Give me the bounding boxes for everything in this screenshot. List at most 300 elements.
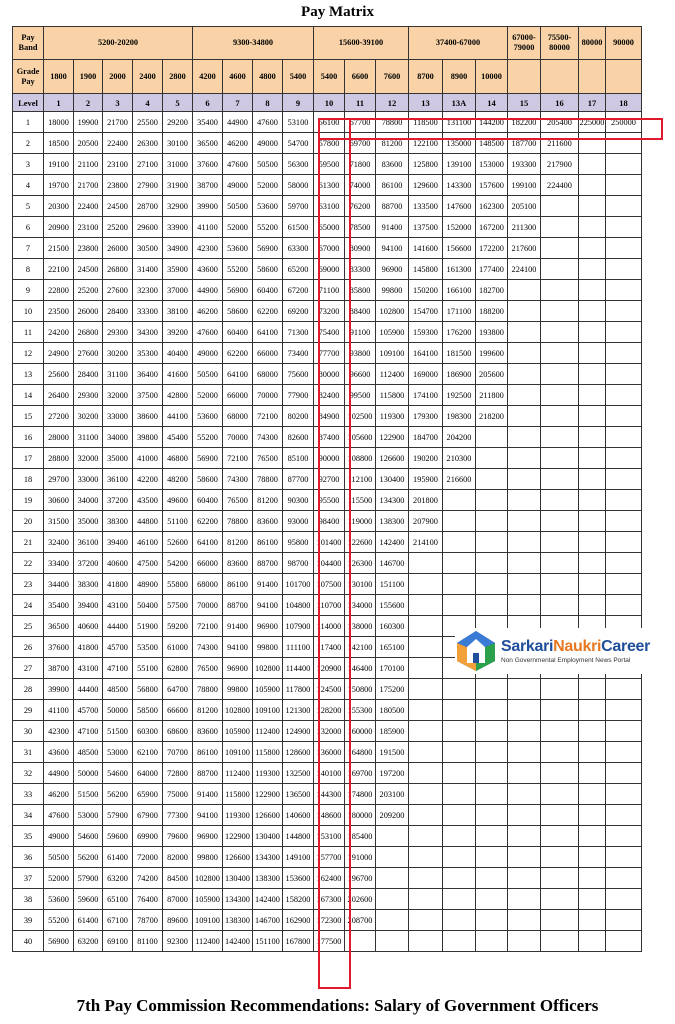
pay-cell: 102800 xyxy=(193,868,223,889)
pay-cell: 142400 xyxy=(253,889,283,910)
pay-cell: 37200 xyxy=(74,553,103,574)
pay-cell: 112400 xyxy=(193,931,223,952)
pay-cell xyxy=(508,784,541,805)
pay-cell: 50500 xyxy=(193,364,223,385)
pay-cell: 96900 xyxy=(193,826,223,847)
grade-pay-cell: 8900 xyxy=(443,60,476,94)
pay-cell: 158200 xyxy=(283,889,314,910)
pay-cell xyxy=(579,679,606,700)
pay-cell: 36500 xyxy=(193,133,223,154)
pay-cell: 177400 xyxy=(476,259,508,280)
pay-cell: 21500 xyxy=(44,238,74,259)
pay-cell xyxy=(476,721,508,742)
pay-cell: 87000 xyxy=(163,889,193,910)
pay-cell xyxy=(476,910,508,931)
pay-cell: 87400 xyxy=(314,427,345,448)
grade-pay-cell: 4800 xyxy=(253,60,283,94)
pay-cell xyxy=(443,763,476,784)
pay-cell: 78800 xyxy=(253,469,283,490)
pay-band-cell: 37400-67000 xyxy=(409,27,508,60)
pay-cell: 36500 xyxy=(44,616,74,637)
pay-cell xyxy=(476,553,508,574)
pay-cell: 37000 xyxy=(163,280,193,301)
pay-cell: 136000 xyxy=(314,742,345,763)
pay-cell: 53000 xyxy=(74,805,103,826)
pay-cell: 29300 xyxy=(74,385,103,406)
pay-cell: 137500 xyxy=(409,217,443,238)
pay-cell: 130400 xyxy=(223,868,253,889)
pay-cell: 31100 xyxy=(74,427,103,448)
pay-cell: 81200 xyxy=(193,700,223,721)
pay-cell: 33400 xyxy=(44,553,74,574)
pay-cell xyxy=(541,910,579,931)
pay-cell xyxy=(606,931,642,952)
pay-cell: 167300 xyxy=(314,889,345,910)
pay-cell: 134300 xyxy=(253,847,283,868)
pay-cell: 125800 xyxy=(409,154,443,175)
pay-cell: 154700 xyxy=(409,301,443,322)
pay-cell xyxy=(579,826,606,847)
pay-cell: 82600 xyxy=(283,427,314,448)
pay-cell: 117800 xyxy=(283,679,314,700)
pay-cell: 66000 xyxy=(193,553,223,574)
pay-cell xyxy=(541,574,579,595)
pay-cell: 47500 xyxy=(133,553,163,574)
pay-cell: 50500 xyxy=(253,154,283,175)
pay-cell xyxy=(508,406,541,427)
pay-cell xyxy=(476,763,508,784)
pay-cell: 142400 xyxy=(223,931,253,952)
table-row xyxy=(13,406,642,427)
pay-cell: 29200 xyxy=(163,112,193,133)
pay-cell xyxy=(508,889,541,910)
pay-cell: 50000 xyxy=(74,763,103,784)
pay-cell: 180500 xyxy=(376,700,409,721)
pay-cell: 52000 xyxy=(44,868,74,889)
pay-cell xyxy=(541,427,579,448)
level-label: Level xyxy=(13,94,44,112)
pay-cell: 193300 xyxy=(508,154,541,175)
table-row xyxy=(13,931,642,952)
pay-cell: 96600 xyxy=(345,364,376,385)
pay-cell: 32000 xyxy=(74,448,103,469)
pay-cell xyxy=(606,679,642,700)
pay-cell xyxy=(508,910,541,931)
pay-cell: 56300 xyxy=(283,154,314,175)
pay-cell: 153100 xyxy=(314,826,345,847)
pay-cell xyxy=(443,742,476,763)
pay-cell: 83600 xyxy=(223,553,253,574)
pay-cell: 31900 xyxy=(163,175,193,196)
pay-cell: 117400 xyxy=(314,637,345,658)
pay-cell: 62200 xyxy=(253,301,283,322)
pay-cell: 138300 xyxy=(376,511,409,532)
pay-cell: 83600 xyxy=(193,721,223,742)
pay-cell xyxy=(579,280,606,301)
pay-cell: 61400 xyxy=(103,847,133,868)
pay-cell: 51500 xyxy=(103,721,133,742)
pay-cell: 81200 xyxy=(376,133,409,154)
pay-cell: 94100 xyxy=(223,637,253,658)
pay-cell: 111100 xyxy=(283,637,314,658)
pay-cell: 58600 xyxy=(193,469,223,490)
pay-cell: 70700 xyxy=(163,742,193,763)
pay-cell: 147600 xyxy=(443,196,476,217)
pay-cell: 76200 xyxy=(345,196,376,217)
pay-cell: 207900 xyxy=(409,511,443,532)
pay-cell: 50000 xyxy=(103,700,133,721)
pay-cell xyxy=(476,784,508,805)
pay-cell: 104400 xyxy=(314,553,345,574)
pay-cell: 62200 xyxy=(223,343,253,364)
pay-cell: 39900 xyxy=(44,679,74,700)
pay-cell: 42300 xyxy=(44,721,74,742)
pay-cell: 61000 xyxy=(163,637,193,658)
pay-cell: 82400 xyxy=(314,385,345,406)
pay-cell xyxy=(579,805,606,826)
stage-index-cell: 28 xyxy=(13,679,44,700)
pay-cell: 32000 xyxy=(103,385,133,406)
pay-cell: 94100 xyxy=(193,805,223,826)
pay-cell xyxy=(443,511,476,532)
pay-cell: 91400 xyxy=(376,217,409,238)
pay-cell xyxy=(606,217,642,238)
pay-cell: 41100 xyxy=(193,217,223,238)
pay-cell: 78800 xyxy=(376,112,409,133)
pay-cell: 37600 xyxy=(44,637,74,658)
level-header-cell: 15 xyxy=(508,94,541,112)
pay-cell xyxy=(508,511,541,532)
pay-cell: 33900 xyxy=(163,217,193,238)
pay-cell xyxy=(606,469,642,490)
pay-cell: 190200 xyxy=(409,448,443,469)
pay-cell: 102500 xyxy=(345,406,376,427)
pay-cell: 90000 xyxy=(314,448,345,469)
pay-cell: 199600 xyxy=(476,343,508,364)
pay-cell xyxy=(541,196,579,217)
pay-cell xyxy=(409,679,443,700)
pay-cell: 52600 xyxy=(163,532,193,553)
pay-cell: 72100 xyxy=(223,448,253,469)
pay-cell xyxy=(579,595,606,616)
pay-cell: 177500 xyxy=(314,931,345,952)
stage-index-cell: 10 xyxy=(13,301,44,322)
table-row xyxy=(13,133,642,154)
pay-cell xyxy=(606,910,642,931)
pay-cell: 34400 xyxy=(44,574,74,595)
pay-cell xyxy=(606,406,642,427)
grade-pay-cell: 5400 xyxy=(283,60,314,94)
pay-cell xyxy=(443,805,476,826)
pay-cell xyxy=(606,238,642,259)
pay-cell xyxy=(541,826,579,847)
pay-cell: 83300 xyxy=(345,259,376,280)
pay-cell: 52000 xyxy=(223,217,253,238)
stage-index-cell: 11 xyxy=(13,322,44,343)
pay-cell xyxy=(443,490,476,511)
pay-cell: 38300 xyxy=(74,574,103,595)
pay-cell: 87700 xyxy=(283,469,314,490)
level-header-cell: 4 xyxy=(133,94,163,112)
pay-cell: 88700 xyxy=(376,196,409,217)
pay-cell: 37500 xyxy=(133,385,163,406)
pay-cell: 84500 xyxy=(163,868,193,889)
pay-cell: 99800 xyxy=(223,679,253,700)
pay-cell: 24200 xyxy=(44,322,74,343)
pay-cell: 138300 xyxy=(253,868,283,889)
stage-index-cell: 5 xyxy=(13,196,44,217)
pay-cell: 59500 xyxy=(314,154,345,175)
pay-cell: 138300 xyxy=(223,910,253,931)
pay-cell: 55200 xyxy=(223,259,253,280)
pay-cell: 44100 xyxy=(163,406,193,427)
pay-cell: 107500 xyxy=(314,574,345,595)
pay-cell: 26300 xyxy=(133,133,163,154)
pay-cell xyxy=(606,889,642,910)
pay-cell xyxy=(409,910,443,931)
pay-cell: 34300 xyxy=(133,322,163,343)
page-title: Pay Matrix xyxy=(301,4,374,20)
pay-cell: 24900 xyxy=(44,343,74,364)
pay-cell: 35300 xyxy=(133,343,163,364)
pay-cell xyxy=(579,763,606,784)
pay-cell: 122100 xyxy=(409,133,443,154)
pay-cell xyxy=(476,595,508,616)
pay-cell: 184700 xyxy=(409,427,443,448)
pay-cell xyxy=(541,868,579,889)
pay-cell: 39200 xyxy=(163,322,193,343)
pay-cell xyxy=(541,343,579,364)
pay-cell: 94100 xyxy=(253,595,283,616)
pay-cell: 53600 xyxy=(193,406,223,427)
pay-cell xyxy=(579,259,606,280)
pay-cell: 64100 xyxy=(253,322,283,343)
table-row xyxy=(13,532,642,553)
pay-cell: 46200 xyxy=(193,301,223,322)
pay-cell: 52000 xyxy=(253,175,283,196)
stage-index-cell: 23 xyxy=(13,574,44,595)
pay-cell: 20900 xyxy=(44,217,74,238)
table-row xyxy=(13,469,642,490)
pay-cell: 30500 xyxy=(133,238,163,259)
pay-cell xyxy=(541,784,579,805)
pay-cell xyxy=(508,826,541,847)
pay-cell: 78800 xyxy=(223,511,253,532)
pay-cell xyxy=(579,889,606,910)
pay-cell: 85100 xyxy=(283,448,314,469)
pay-cell: 67100 xyxy=(103,910,133,931)
pay-cell xyxy=(508,721,541,742)
pay-cell: 50500 xyxy=(223,196,253,217)
pay-cell: 93800 xyxy=(345,343,376,364)
pay-cell: 160000 xyxy=(345,721,376,742)
pay-cell: 38700 xyxy=(193,175,223,196)
pay-cell xyxy=(606,847,642,868)
pay-cell: 122900 xyxy=(253,784,283,805)
pay-cell xyxy=(579,322,606,343)
pay-cell: 27900 xyxy=(133,175,163,196)
pay-cell: 129600 xyxy=(409,175,443,196)
pay-cell: 44900 xyxy=(44,763,74,784)
level-header-cell: 17 xyxy=(579,94,606,112)
pay-cell: 164800 xyxy=(345,742,376,763)
pay-cell: 153000 xyxy=(476,154,508,175)
pay-band-cell: 75500-80000 xyxy=(541,27,579,60)
grade-pay-cell: 5400 xyxy=(314,60,345,94)
pay-cell: 25200 xyxy=(74,280,103,301)
pay-cell: 53000 xyxy=(103,742,133,763)
pay-cell: 67000 xyxy=(314,238,345,259)
pay-cell: 50500 xyxy=(44,847,74,868)
pay-cell: 88700 xyxy=(253,553,283,574)
pay-cell: 30600 xyxy=(44,490,74,511)
pay-cell xyxy=(541,280,579,301)
pay-cell xyxy=(606,427,642,448)
pay-cell: 41600 xyxy=(163,364,193,385)
pay-cell: 25200 xyxy=(103,217,133,238)
pay-cell: 43600 xyxy=(193,259,223,280)
pay-cell: 22800 xyxy=(44,280,74,301)
pay-cell: 21700 xyxy=(74,175,103,196)
pay-cell: 205600 xyxy=(476,364,508,385)
pay-cell xyxy=(579,448,606,469)
pay-cell: 146700 xyxy=(253,910,283,931)
level-header-cell: 16 xyxy=(541,94,579,112)
pay-cell xyxy=(606,595,642,616)
pay-cell xyxy=(409,658,443,679)
pay-cell: 119300 xyxy=(253,763,283,784)
pay-cell xyxy=(443,826,476,847)
pay-cell: 30100 xyxy=(163,133,193,154)
pay-cell: 132500 xyxy=(283,763,314,784)
pay-cell xyxy=(606,784,642,805)
stage-index-cell: 24 xyxy=(13,595,44,616)
pay-cell: 93000 xyxy=(283,511,314,532)
table-row xyxy=(13,868,642,889)
pay-cell: 40600 xyxy=(74,616,103,637)
stage-index-cell: 20 xyxy=(13,511,44,532)
pay-cell xyxy=(606,385,642,406)
pay-cell: 162300 xyxy=(476,196,508,217)
pay-cell: 151100 xyxy=(376,574,409,595)
pay-cell: 84900 xyxy=(314,406,345,427)
pay-cell xyxy=(508,931,541,952)
pay-cell xyxy=(606,721,642,742)
pay-cell: 77900 xyxy=(283,385,314,406)
pay-cell: 75600 xyxy=(283,364,314,385)
pay-cell: 192500 xyxy=(443,385,476,406)
pay-cell: 26000 xyxy=(103,238,133,259)
pay-cell xyxy=(443,868,476,889)
pay-cell: 44400 xyxy=(103,616,133,637)
pay-cell: 47600 xyxy=(253,112,283,133)
pay-cell: 32400 xyxy=(44,532,74,553)
pay-cell: 142400 xyxy=(376,532,409,553)
pay-cell: 68000 xyxy=(193,574,223,595)
pay-cell: 35400 xyxy=(193,112,223,133)
pay-cell: 30200 xyxy=(103,343,133,364)
pay-cell: 199100 xyxy=(508,175,541,196)
pay-cell xyxy=(606,280,642,301)
pay-cell: 144300 xyxy=(314,784,345,805)
pay-cell: 98400 xyxy=(314,511,345,532)
pay-cell: 89600 xyxy=(163,910,193,931)
pay-cell: 64100 xyxy=(223,364,253,385)
pay-cell: 96900 xyxy=(223,658,253,679)
pay-cell: 146400 xyxy=(345,658,376,679)
pay-cell xyxy=(409,784,443,805)
pay-cell: 205400 xyxy=(541,112,579,133)
pay-cell: 203100 xyxy=(376,784,409,805)
pay-cell: 140600 xyxy=(283,805,314,826)
pay-cell: 55200 xyxy=(193,427,223,448)
pay-cell: 99800 xyxy=(193,847,223,868)
pay-cell xyxy=(606,553,642,574)
pay-cell: 58600 xyxy=(223,301,253,322)
pay-cell: 164100 xyxy=(409,343,443,364)
pay-cell: 46800 xyxy=(163,448,193,469)
pay-cell: 94100 xyxy=(376,238,409,259)
pay-cell: 95800 xyxy=(283,532,314,553)
pay-cell: 151100 xyxy=(253,931,283,952)
pay-cell: 60300 xyxy=(133,721,163,742)
grade-pay-cell xyxy=(606,60,642,94)
pay-cell xyxy=(541,889,579,910)
pay-cell xyxy=(409,616,443,637)
pay-cell xyxy=(579,364,606,385)
pay-cell: 211300 xyxy=(508,217,541,238)
pay-band-label: Pay Band xyxy=(13,27,44,60)
pay-cell: 71800 xyxy=(345,154,376,175)
pay-cell: 77700 xyxy=(314,343,345,364)
pay-cell: 156600 xyxy=(443,238,476,259)
pay-cell xyxy=(508,679,541,700)
pay-cell xyxy=(508,700,541,721)
pay-cell: 78800 xyxy=(193,679,223,700)
pay-cell: 40400 xyxy=(163,343,193,364)
pay-cell xyxy=(508,448,541,469)
pay-cell: 104800 xyxy=(283,595,314,616)
pay-cell: 216600 xyxy=(443,469,476,490)
pay-cell: 92300 xyxy=(163,931,193,952)
pay-band-cell: 80000 xyxy=(579,27,606,60)
pay-cell: 69100 xyxy=(103,931,133,952)
pay-cell: 79600 xyxy=(163,826,193,847)
pay-cell: 54600 xyxy=(74,826,103,847)
pay-cell: 27200 xyxy=(44,406,74,427)
pay-cell: 144200 xyxy=(476,112,508,133)
table-row xyxy=(13,763,642,784)
pay-cell: 69700 xyxy=(345,133,376,154)
grade-pay-cell: 2800 xyxy=(163,60,193,94)
pay-cell: 88700 xyxy=(223,595,253,616)
pay-cell: 179300 xyxy=(409,406,443,427)
pay-cell xyxy=(508,805,541,826)
pay-cell: 114000 xyxy=(314,616,345,637)
stage-index-cell: 34 xyxy=(13,805,44,826)
pay-cell: 47100 xyxy=(74,721,103,742)
pay-cell: 34000 xyxy=(74,490,103,511)
pay-cell xyxy=(606,175,642,196)
level-header-cell: 5 xyxy=(163,94,193,112)
pay-cell: 134300 xyxy=(376,490,409,511)
pay-cell xyxy=(443,595,476,616)
pay-cell: 217600 xyxy=(508,238,541,259)
pay-cell: 72000 xyxy=(133,847,163,868)
pay-cell: 72800 xyxy=(163,763,193,784)
pay-cell: 63100 xyxy=(314,196,345,217)
pay-cell: 42300 xyxy=(193,238,223,259)
